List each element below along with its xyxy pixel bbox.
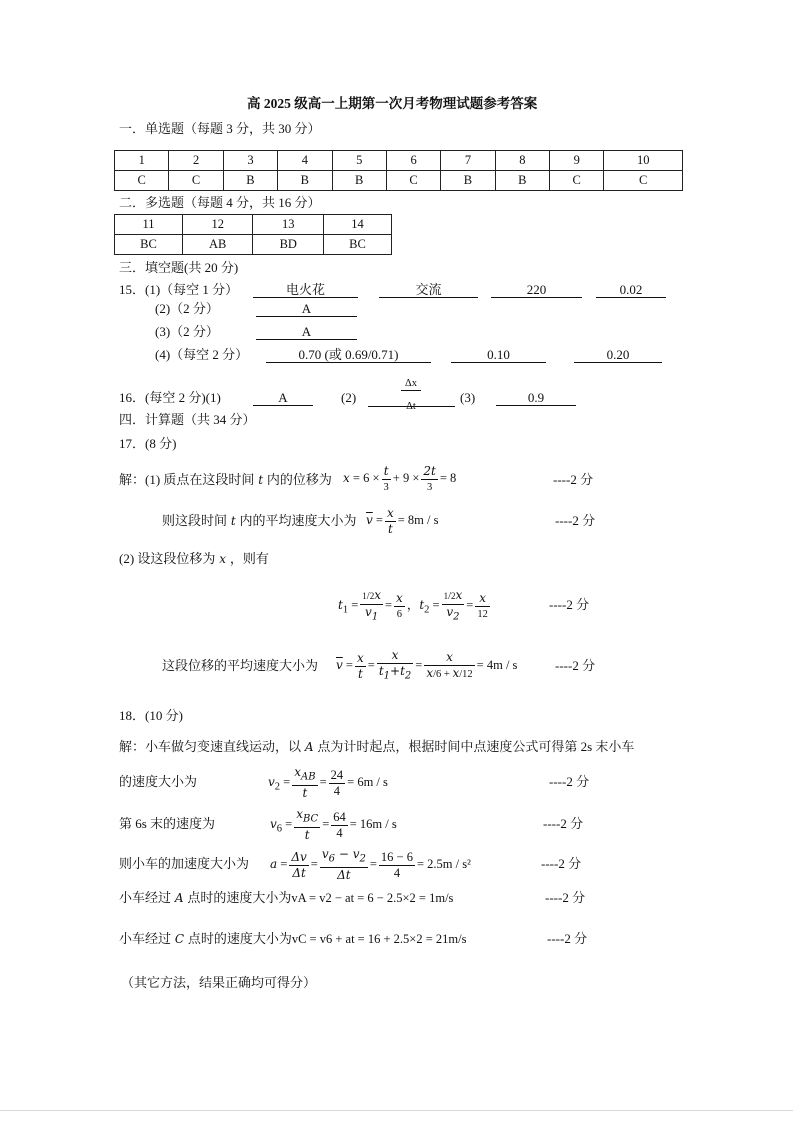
point-a: A: [171, 891, 188, 905]
answer-cell: C: [169, 171, 223, 191]
answer-cell: C: [604, 171, 683, 191]
point-a: A: [301, 740, 318, 754]
q18-line2: 的速度大小为: [119, 774, 198, 789]
formula-avg-velocity-2: $\overline{v}$ = $\frac{x}{t}$ = $\frac{x}{t_1+t_2}$ = $\frac{x}{x/6 + x/12}$ = 4m / s: [336, 648, 518, 682]
answer-cell: B: [223, 171, 277, 191]
answer-cell: B: [332, 171, 386, 191]
q16-part2-label: (2): [341, 390, 357, 405]
question-number: 3: [223, 151, 277, 171]
score-mark: ----2 分: [543, 816, 584, 831]
answer-blank: 交流: [379, 282, 478, 298]
answer-cell: BC: [115, 235, 183, 255]
q16-label: 16．(每空 2 分)(1): [119, 390, 221, 405]
q15-part3-label: (3)（2 分）: [155, 324, 219, 339]
question-number: 6: [386, 151, 440, 171]
solution-text: 点为计时起点，根据时间中点速度公式可得第 2s 末小车: [317, 739, 635, 754]
solution-text: ，则有: [229, 551, 269, 566]
q15-part1-label: 15．(1)（每空 1 分）: [119, 282, 239, 297]
answer-blank: A: [253, 390, 313, 406]
solution-text: 内的平均速度大小为: [239, 513, 357, 528]
question-number: 9: [550, 151, 604, 171]
q17-step1: [119, 472, 332, 488]
score-mark: ----2 分: [549, 597, 590, 612]
answer-cell: C: [386, 171, 440, 191]
solution-text: 内的位移为: [266, 472, 332, 487]
section2-heading: 二．多选题（每题 4 分，共 16 分）: [119, 195, 321, 210]
formula-v2: $v_2$ = $\frac{x_{AB}}{t}$ = $\frac{24}{4}$ = 6m / s: [268, 765, 388, 800]
score-mark: ----2 分: [549, 774, 590, 789]
answer-blank: 0.20: [574, 347, 662, 363]
score-mark: ----2 分: [555, 658, 596, 673]
score-mark: ----2 分: [541, 856, 582, 871]
question-number: 8: [495, 151, 549, 171]
answer-blank: 0.70 (或 0.69/0.71): [266, 347, 431, 363]
fraction-numerator: Δx: [401, 377, 421, 391]
answer-cell: BC: [324, 235, 392, 255]
answer-cell: AB: [182, 235, 253, 255]
answer-blank: A: [256, 301, 357, 317]
q18-line4: 则小车的加速度大小为: [119, 856, 250, 871]
question-number: 2: [169, 151, 223, 171]
q18-label: 18．(10 分): [119, 708, 183, 723]
section3-heading: 三．填空题(共 20 分): [119, 260, 239, 275]
answer-blank-fraction: [368, 378, 455, 412]
q18-line6: [119, 931, 466, 947]
point-c: C: [171, 932, 188, 946]
question-number: 14: [324, 215, 392, 235]
variable-t: t: [254, 473, 267, 487]
q15-part4-label: (4)（每空 2 分）: [155, 347, 249, 362]
score-mark: ----2 分: [555, 513, 596, 528]
formula-avg-velocity: $\overline{v}$ = $\frac{x}{t}$ = 8m / s: [366, 505, 439, 536]
solution-text: 解：小车做匀变速直线运动，以: [119, 739, 302, 754]
answer-cell: BD: [253, 235, 324, 255]
question-number: 12: [182, 215, 253, 235]
q17-step2: [162, 513, 356, 529]
formula-acceleration: a = $\frac{\Delta v}{\Delta t}$ = $\frac{v_6 - v_2}{\Delta t}$ = $\frac{16 - 6}{4}$ = 2.5m / s²: [270, 847, 471, 882]
section4-heading: 四．计算题（共 34 分）: [119, 412, 256, 427]
answer-cell: B: [495, 171, 549, 191]
variable-t: t: [227, 514, 240, 528]
solution-text: 小车经过: [119, 931, 172, 946]
answer-cell: C: [115, 171, 169, 191]
score-mark: ----2 分: [553, 472, 594, 487]
footnote: （其它方法，结果正确均可得分）: [121, 975, 317, 990]
q18-line1: [119, 739, 634, 755]
table-row: [115, 171, 683, 191]
multi-choice-table: [114, 214, 392, 255]
formula-v6: $v_6$ = $\frac{x_{BC}}{t}$ = $\frac{64}{4}$ = 16m / s: [270, 807, 397, 842]
q16-part3-label: (3): [460, 390, 476, 405]
table-row: [115, 235, 392, 255]
formula-displacement: x = 6 × $\frac{t}{3}$ + 9 × $\frac{2t}{3}$ = 8: [343, 463, 457, 493]
answer-blank: 0.02: [596, 282, 666, 298]
formula-times: $t_1$ = $\frac{1/2x}{v_1}$ = $\frac{x}{6}$ ，$t_2$ = $\frac{1/2x}{v_2}$ = $\frac{x}{12}$: [338, 587, 488, 623]
solution-text: 点时的速度大小为: [187, 890, 292, 905]
table-row: [115, 215, 392, 235]
formula-va: vA = v2 − at = 6 − 2.5×2 = 1m/s: [291, 891, 454, 905]
question-number: 7: [441, 151, 495, 171]
page-bottom-divider: [0, 1110, 793, 1111]
solution-text: 小车经过: [119, 890, 172, 905]
answer-blank: 电火花: [253, 282, 358, 298]
score-mark: ----2 分: [547, 931, 588, 946]
question-number: 5: [332, 151, 386, 171]
variable-x: x: [215, 552, 230, 566]
answer-blank: 0.9: [496, 390, 576, 406]
q15-part2-label: (2)（2 分）: [155, 301, 219, 316]
q18-line5: [119, 890, 453, 906]
q17-step3: [119, 551, 269, 567]
question-number: 10: [604, 151, 683, 171]
solution-text: (2) 设这段位移为: [119, 551, 216, 566]
q18-line3: 第 6s 末的速度为: [119, 816, 216, 831]
formula-vc: vC = v6 + at = 16 + 2.5×2 = 21m/s: [291, 932, 467, 946]
solution-text: 点时的速度大小为: [187, 931, 292, 946]
question-number: 4: [278, 151, 332, 171]
answer-blank: 0.10: [451, 347, 546, 363]
answer-cell: B: [278, 171, 332, 191]
question-number: 11: [115, 215, 183, 235]
answer-blank: A: [256, 324, 357, 340]
question-number: 13: [253, 215, 324, 235]
solution-text: 则这段时间: [162, 513, 228, 528]
question-number: 1: [115, 151, 169, 171]
single-choice-table: [114, 150, 683, 191]
answer-cell: C: [550, 171, 604, 191]
q17-label: 17．(8 分): [119, 436, 177, 451]
answer-cell: B: [441, 171, 495, 191]
q17-step4-text: 这段位移的平均速度大小为: [162, 658, 319, 673]
fraction-denominator: Δt: [406, 401, 416, 412]
table-row: [115, 151, 683, 171]
solution-text: 解：(1) 质点在这段时间: [119, 472, 255, 487]
score-mark: ----2 分: [545, 890, 586, 905]
page-title: 高 2025 级高一上期第一次月考物理试题参考答案: [247, 96, 538, 111]
answer-blank: 220: [491, 282, 582, 298]
section1-heading: 一．单选题（每题 3 分，共 30 分）: [119, 121, 321, 136]
